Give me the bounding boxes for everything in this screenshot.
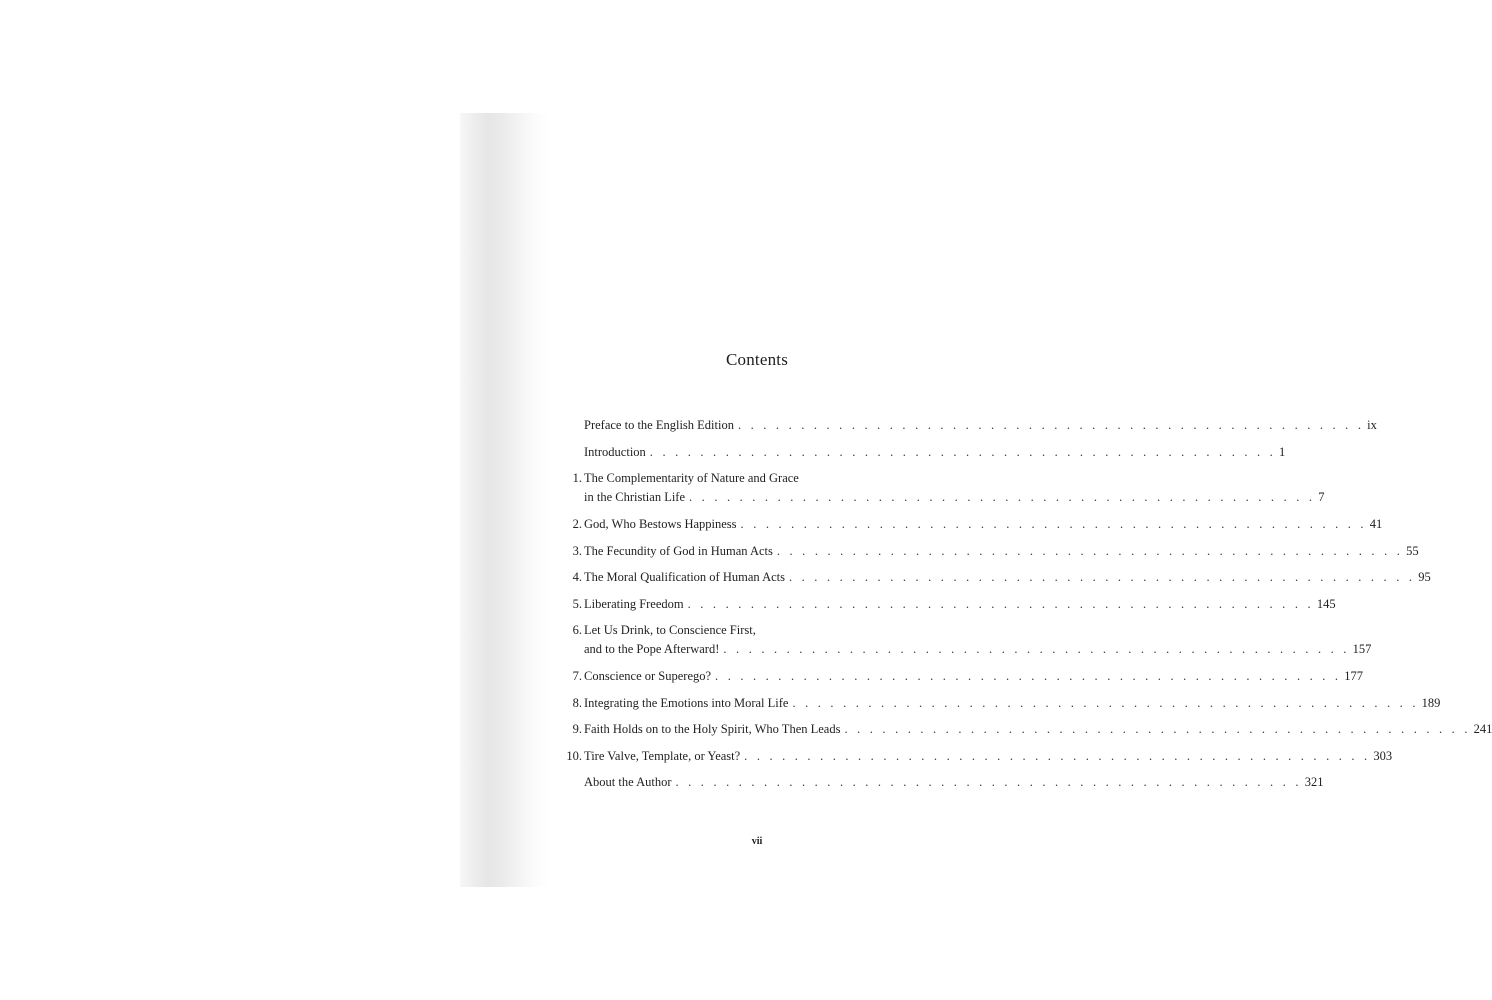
toc-page-number: 55	[1406, 544, 1419, 558]
toc-entry-line	[564, 416, 1377, 435]
toc-entry-line	[564, 621, 949, 640]
toc-entry	[564, 773, 1324, 792]
toc-chapter-number: 1.	[572, 471, 582, 485]
toc-page-number: 1	[1278, 445, 1286, 459]
toc-entry-title: Tire Valve, Template, or Yeast?	[584, 749, 741, 763]
toc-entry-line	[564, 542, 1419, 561]
toc-entry-title: Introduction	[584, 445, 646, 459]
book-page	[460, 113, 1492, 887]
toc-chapter-number: 7.	[572, 669, 582, 683]
toc-entry	[564, 747, 1393, 766]
toc-entry-line	[564, 773, 1324, 792]
toc-entry-line	[564, 667, 1363, 686]
toc-page-number: 41	[1369, 517, 1383, 531]
toc-chapter-number: 5.	[572, 597, 582, 611]
toc-dot-leader: . . . . . . . . . . . . . . . . . . . . . . . . . . . . . . . . . . . . . . . . . . . . . . . . . .	[792, 696, 1419, 710]
toc-entry-title: The Complementarity of Nature and Grace	[584, 471, 799, 485]
toc-entry-line	[564, 720, 1492, 739]
toc-page-number: 95	[1418, 570, 1431, 584]
toc-dot-leader: . . . . . . . . . . . . . . . . . . . . . . . . . . . . . . . . . . . . . . . . . . . . . . . . . .	[740, 517, 1367, 531]
toc-chapter-number: 6.	[572, 623, 582, 637]
toc-entry-line	[564, 640, 1372, 659]
toc-entry-title: The Moral Qualification of Human Acts	[584, 570, 785, 584]
toc-entry-title: Conscience or Superego?	[584, 669, 712, 683]
toc-entry-line	[564, 469, 949, 488]
toc-entry	[564, 443, 1286, 462]
toc-entry-line	[564, 488, 1325, 507]
page-number: vii	[751, 836, 763, 847]
toc-entry-title: God, Who Bestows Happiness	[584, 517, 737, 531]
toc-chapter-number: 4.	[572, 570, 582, 584]
toc-entry	[564, 595, 1336, 614]
toc-entry-line	[564, 568, 1431, 587]
toc-page-number: 157	[1352, 642, 1372, 656]
toc-dot-leader: . . . . . . . . . . . . . . . . . . . . . . . . . . . . . . . . . . . . . . . . . . . . . . . . . .	[649, 445, 1276, 459]
toc-entry	[564, 621, 1372, 659]
toc-page-number: 303	[1373, 749, 1393, 763]
toc-dot-leader: . . . . . . . . . . . . . . . . . . . . . . . . . . . . . . . . . . . . . . . . . . . . . . . . . .	[723, 642, 1350, 656]
toc-page-number: ix	[1367, 418, 1377, 432]
toc-entry-line	[564, 694, 1441, 713]
toc-entry-line	[564, 747, 1393, 766]
toc-dot-leader: . . . . . . . . . . . . . . . . . . . . . . . . . . . . . . . . . . . . . . . . . . . . . . . . . .	[789, 570, 1416, 584]
toc-entry	[564, 720, 1492, 739]
toc-page-number: 145	[1316, 597, 1336, 611]
toc-dot-leader: . . . . . . . . . . . . . . . . . . . . . . . . . . . . . . . . . . . . . . . . . . . . . . . . . .	[689, 490, 1316, 504]
toc-entry-line	[564, 595, 1336, 614]
toc-dot-leader: . . . . . . . . . . . . . . . . . . . . . . . . . . . . . . . . . . . . . . . . . . . . . . . . . .	[844, 722, 1471, 736]
toc-chapter-number: 10.	[566, 749, 582, 763]
toc-entry	[564, 416, 1377, 435]
toc-page-number: 241	[1473, 722, 1492, 736]
toc-entry-title: and to the Pope Afterward!	[584, 642, 720, 656]
toc-dot-leader: . . . . . . . . . . . . . . . . . . . . . . . . . . . . . . . . . . . . . . . . . . . . . . . . . .	[776, 544, 1404, 558]
toc-entry	[564, 469, 1325, 507]
toc-entry-line	[564, 443, 1286, 462]
toc-entry	[564, 568, 1431, 587]
toc-entry	[564, 667, 1363, 686]
page-gutter-shadow	[460, 113, 550, 887]
toc-dot-leader: . . . . . . . . . . . . . . . . . . . . . . . . . . . . . . . . . . . . . . . . . . . . . . . . . .	[737, 418, 1365, 432]
toc-entry-line	[564, 515, 1383, 534]
toc-dot-leader: . . . . . . . . . . . . . . . . . . . . . . . . . . . . . . . . . . . . . . . . . . . . . . . . . .	[744, 749, 1371, 763]
toc-entry-title: About the Author	[584, 775, 672, 789]
toc-entry-title: Preface to the English Edition	[584, 418, 734, 432]
toc-entry-title: Let Us Drink, to Conscience First,	[584, 623, 756, 637]
toc-entry	[564, 542, 1419, 561]
toc-dot-leader: . . . . . . . . . . . . . . . . . . . . . . . . . . . . . . . . . . . . . . . . . . . . . . . . . .	[715, 669, 1342, 683]
toc-entry	[564, 515, 1383, 534]
toc-page-number: 321	[1304, 775, 1324, 789]
toc-page-number: 189	[1421, 696, 1441, 710]
toc-page-number: 7	[1318, 490, 1325, 504]
toc-entry	[564, 694, 1441, 713]
toc-chapter-number: 2.	[572, 517, 582, 531]
toc-entry-title: Faith Holds on to the Holy Spirit, Who Then Leads	[584, 722, 841, 736]
toc-entry-title: The Fecundity of God in Human Acts	[584, 544, 773, 558]
toc-chapter-number: 9.	[572, 722, 582, 736]
toc-entry-title: Integrating the Emotions into Moral Life	[584, 696, 789, 710]
toc-entry-title: Liberating Freedom	[584, 597, 684, 611]
toc-dot-leader: . . . . . . . . . . . . . . . . . . . . . . . . . . . . . . . . . . . . . . . . . . . . . . . . . .	[675, 775, 1302, 789]
toc-chapter-number: 3.	[572, 544, 582, 558]
toc-chapter-number: 8.	[572, 696, 582, 710]
toc-dot-leader: . . . . . . . . . . . . . . . . . . . . . . . . . . . . . . . . . . . . . . . . . . . . . . . . . .	[687, 597, 1314, 611]
toc-entry-title: in the Christian Life	[584, 490, 686, 504]
page-title: Contents	[725, 350, 789, 369]
toc-page-number: 177	[1344, 669, 1363, 683]
